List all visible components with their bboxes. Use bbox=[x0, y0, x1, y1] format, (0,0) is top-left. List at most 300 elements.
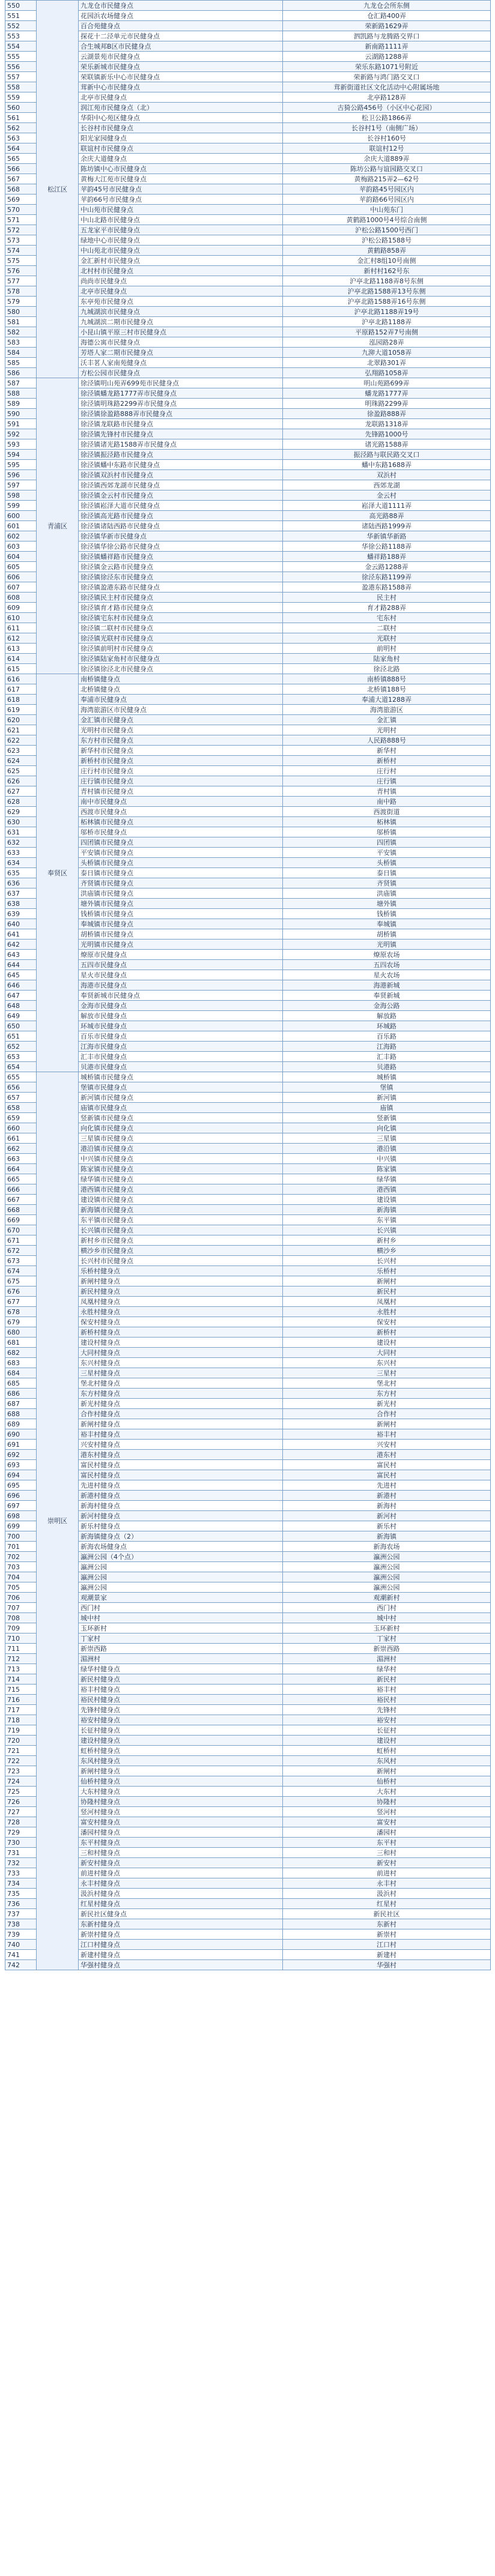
fitness-point-name: 富民村健身点 bbox=[79, 1460, 283, 1470]
fitness-point-name: 港沿镇市民健身点 bbox=[79, 1144, 283, 1154]
fitness-point-address: 新海镇 bbox=[283, 1205, 491, 1215]
fitness-point-name: 建设村健身点 bbox=[79, 1338, 283, 1348]
fitness-point-address: 海港新城 bbox=[283, 980, 491, 991]
table-row bbox=[5, 1582, 491, 1593]
fitness-point-address: 竖新镇 bbox=[283, 1113, 491, 1123]
table-row bbox=[5, 1001, 491, 1011]
fitness-point-name: 凤凰村健身点 bbox=[79, 1297, 283, 1307]
row-number: 610 bbox=[5, 613, 37, 623]
table-row bbox=[5, 1093, 491, 1103]
fitness-point-name: 余庆大道健身点 bbox=[79, 154, 283, 164]
fitness-point-name: 徐泾镇育才路市民健身点 bbox=[79, 603, 283, 613]
fitness-point-address: 大同村 bbox=[283, 1348, 491, 1358]
fitness-point-name: 新建村健身点 bbox=[79, 1950, 283, 1960]
fitness-point-name: 百合苑健身点 bbox=[79, 21, 283, 31]
table-row bbox=[5, 1123, 491, 1133]
fitness-point-name: 裕民村健身点 bbox=[79, 1695, 283, 1705]
row-number: 624 bbox=[5, 756, 37, 766]
table-row bbox=[5, 123, 491, 133]
table-body bbox=[5, 1, 491, 1970]
fitness-point-name: 徐泾镇盈港东路市民健身点 bbox=[79, 582, 283, 593]
row-number: 692 bbox=[5, 1450, 37, 1460]
row-number: 629 bbox=[5, 807, 37, 817]
fitness-point-address: 蟠祥路188弄 bbox=[283, 552, 491, 562]
fitness-point-name: 徐泾镇华徐公路市民健身点 bbox=[79, 541, 283, 552]
fitness-point-address: 金汇镇 bbox=[283, 715, 491, 725]
fitness-point-address: 徐盈路888弄 bbox=[283, 409, 491, 419]
fitness-point-name: 黄梅大江苑市民健身点 bbox=[79, 174, 283, 184]
fitness-point-address: 邬桥镇 bbox=[283, 827, 491, 837]
fitness-point-address: 新南路1111弄 bbox=[283, 41, 491, 52]
table-row bbox=[5, 1878, 491, 1889]
row-number: 695 bbox=[5, 1480, 37, 1491]
fitness-point-address: 古猗公路456号（小区中心花园） bbox=[283, 103, 491, 113]
row-number: 587 bbox=[5, 378, 37, 388]
row-number: 662 bbox=[5, 1144, 37, 1154]
fitness-point-address: 新建村 bbox=[283, 1950, 491, 1960]
fitness-point-address: 振泾路与联民路交叉口 bbox=[283, 450, 491, 460]
table-row bbox=[5, 1021, 491, 1031]
fitness-point-name: 新闸村健身点 bbox=[79, 1766, 283, 1776]
fitness-point-name: 探花十二泾单元市民健身点 bbox=[79, 31, 283, 41]
fitness-point-name: 新光村健身点 bbox=[79, 1399, 283, 1409]
table-row bbox=[5, 419, 491, 429]
fitness-point-address: 大东村 bbox=[283, 1787, 491, 1797]
fitness-point-name: 新崇村健身点 bbox=[79, 1929, 283, 1940]
row-number: 637 bbox=[5, 888, 37, 899]
table-row bbox=[5, 909, 491, 919]
fitness-point-address: 黄鹤路858弄 bbox=[283, 246, 491, 256]
table-row bbox=[5, 1725, 491, 1736]
row-number: 613 bbox=[5, 644, 37, 654]
table-row bbox=[5, 1817, 491, 1827]
row-number: 570 bbox=[5, 205, 37, 215]
table-row bbox=[5, 41, 491, 52]
fitness-point-name: 徐泾镇民主村市民健身点 bbox=[79, 593, 283, 603]
table-row bbox=[5, 797, 491, 807]
table-row bbox=[5, 878, 491, 888]
fitness-point-address: 长谷村1号（南侧广场） bbox=[283, 123, 491, 133]
fitness-point-name: 北桥镇健身点 bbox=[79, 684, 283, 695]
row-number: 670 bbox=[5, 1225, 37, 1235]
row-number: 736 bbox=[5, 1899, 37, 1909]
row-number: 691 bbox=[5, 1440, 37, 1450]
fitness-point-name: 海港市民健身点 bbox=[79, 980, 283, 991]
fitness-point-name: 堡镇市民健身点 bbox=[79, 1082, 283, 1093]
table-row bbox=[5, 1480, 491, 1491]
fitness-point-address: 先锋村 bbox=[283, 1705, 491, 1715]
fitness-point-address: 瀛洲公园 bbox=[283, 1562, 491, 1572]
fitness-point-name: 徐泾镇蟠中东路市民健身点 bbox=[79, 460, 283, 470]
table-row bbox=[5, 225, 491, 235]
fitness-point-name: 兴安村健身点 bbox=[79, 1440, 283, 1450]
row-number: 648 bbox=[5, 1001, 37, 1011]
row-number: 653 bbox=[5, 1052, 37, 1062]
fitness-point-address: 庄行镇 bbox=[283, 776, 491, 786]
row-number: 711 bbox=[5, 1644, 37, 1654]
fitness-point-address: 长谷村160号 bbox=[283, 133, 491, 143]
row-number: 734 bbox=[5, 1878, 37, 1889]
table-row bbox=[5, 766, 491, 776]
fitness-point-name: 北亭市民健身点 bbox=[79, 92, 283, 103]
row-number: 578 bbox=[5, 286, 37, 297]
table-row bbox=[5, 654, 491, 664]
fitness-point-address: 汲浜村 bbox=[283, 1889, 491, 1899]
fitness-point-name: 富民村健身点 bbox=[79, 1470, 283, 1480]
fitness-point-name: 新河镇市民健身点 bbox=[79, 1093, 283, 1103]
table-row bbox=[5, 562, 491, 572]
table-row bbox=[5, 725, 491, 735]
fitness-point-name: 徐泾镇光联村市民健身点 bbox=[79, 633, 283, 644]
fitness-point-name: 建设村健身点 bbox=[79, 1736, 283, 1746]
row-number: 722 bbox=[5, 1756, 37, 1766]
row-number: 563 bbox=[5, 133, 37, 143]
row-number: 550 bbox=[5, 1, 37, 11]
row-number: 574 bbox=[5, 246, 37, 256]
fitness-point-address: 新海农场 bbox=[283, 1542, 491, 1552]
table-row bbox=[5, 450, 491, 460]
fitness-point-address: 堡镇 bbox=[283, 1082, 491, 1093]
fitness-point-address: 丁家村 bbox=[283, 1633, 491, 1644]
fitness-point-address: 裕丰村 bbox=[283, 1429, 491, 1440]
fitness-point-name: 新海镇健身点（2） bbox=[79, 1531, 283, 1542]
row-number: 621 bbox=[5, 725, 37, 735]
fitness-point-address: 东平镇 bbox=[283, 1215, 491, 1225]
fitness-point-name: 徐泾镇振泾路市民健身点 bbox=[79, 450, 283, 460]
row-number: 697 bbox=[5, 1501, 37, 1511]
fitness-point-name: 齐贤镇市民健身点 bbox=[79, 878, 283, 888]
fitness-point-name: 新桥村市民健身点 bbox=[79, 756, 283, 766]
fitness-point-address: 蟠中东路1688弄 bbox=[283, 460, 491, 470]
fitness-point-name: 燎原市民健身点 bbox=[79, 950, 283, 960]
fitness-point-address: 新华村 bbox=[283, 746, 491, 756]
row-number: 639 bbox=[5, 909, 37, 919]
table-row bbox=[5, 1, 491, 11]
row-number: 659 bbox=[5, 1113, 37, 1123]
row-number: 663 bbox=[5, 1154, 37, 1164]
row-number: 625 bbox=[5, 766, 37, 776]
row-number: 705 bbox=[5, 1582, 37, 1593]
fitness-point-address: 苹韵路45号园区内 bbox=[283, 184, 491, 195]
row-number: 661 bbox=[5, 1133, 37, 1144]
fitness-point-name: 徐泾镇金云路市民健身点 bbox=[79, 562, 283, 572]
row-number: 619 bbox=[5, 705, 37, 715]
row-number: 701 bbox=[5, 1542, 37, 1552]
row-number: 668 bbox=[5, 1205, 37, 1215]
table-row bbox=[5, 1685, 491, 1695]
fitness-point-address: 建设村 bbox=[283, 1736, 491, 1746]
fitness-point-address: 乐桥村 bbox=[283, 1266, 491, 1276]
fitness-point-address: 新民村 bbox=[283, 1674, 491, 1685]
row-number: 712 bbox=[5, 1654, 37, 1664]
fitness-point-name: 长谷村市民健身点 bbox=[79, 123, 283, 133]
fitness-point-name: 钱桥镇市民健身点 bbox=[79, 909, 283, 919]
row-number: 694 bbox=[5, 1470, 37, 1480]
fitness-point-address: 泗凯路与龙腾路交界口 bbox=[283, 31, 491, 41]
fitness-point-name: 四团镇市民健身点 bbox=[79, 837, 283, 848]
row-number: 666 bbox=[5, 1184, 37, 1195]
table-row bbox=[5, 1674, 491, 1685]
row-number: 720 bbox=[5, 1736, 37, 1746]
fitness-point-name: 荣联镇新乐中心市民健身点 bbox=[79, 72, 283, 82]
table-row bbox=[5, 1552, 491, 1562]
fitness-point-address: 沪亭北路1188弄 bbox=[283, 317, 491, 327]
table-row bbox=[5, 297, 491, 307]
table-row bbox=[5, 286, 491, 297]
fitness-point-name: 红星村健身点 bbox=[79, 1899, 283, 1909]
fitness-point-name: 徐泾镇宅东村市民健身点 bbox=[79, 613, 283, 623]
fitness-point-address: 长征村 bbox=[283, 1725, 491, 1736]
table-row bbox=[5, 817, 491, 827]
fitness-point-address: 长兴镇 bbox=[283, 1225, 491, 1235]
fitness-point-address: 余庆大道889弄 bbox=[283, 154, 491, 164]
fitness-point-address: 金云村 bbox=[283, 490, 491, 501]
table-row bbox=[5, 1603, 491, 1613]
fitness-point-name: 仙桥村健身点 bbox=[79, 1776, 283, 1787]
table-row bbox=[5, 1776, 491, 1787]
fitness-point-address: 红星村 bbox=[283, 1899, 491, 1909]
table-row bbox=[5, 1827, 491, 1838]
row-number: 708 bbox=[5, 1613, 37, 1623]
fitness-point-name: 徐泾镇蟠龙路1777弄市民健身点 bbox=[79, 388, 283, 399]
row-number: 716 bbox=[5, 1695, 37, 1705]
fitness-point-address: 龙联路1318弄 bbox=[283, 419, 491, 429]
row-number: 678 bbox=[5, 1307, 37, 1317]
fitness-point-name: 九城湖滨市民健身点 bbox=[79, 307, 283, 317]
row-number: 583 bbox=[5, 337, 37, 348]
table-row bbox=[5, 1807, 491, 1817]
table-row bbox=[5, 358, 491, 368]
fitness-point-table bbox=[5, 0, 491, 1970]
row-number: 731 bbox=[5, 1848, 37, 1858]
fitness-point-name: 永胜村健身点 bbox=[79, 1307, 283, 1317]
fitness-point-address: 新崇西路 bbox=[283, 1644, 491, 1654]
fitness-point-address: 绿华村 bbox=[283, 1664, 491, 1674]
table-row bbox=[5, 1276, 491, 1286]
table-row bbox=[5, 460, 491, 470]
table-row bbox=[5, 256, 491, 266]
fitness-point-address: 百乐路 bbox=[283, 1031, 491, 1042]
fitness-point-address: 东兴村 bbox=[283, 1358, 491, 1368]
row-number: 565 bbox=[5, 154, 37, 164]
fitness-point-name: 塘外镇市民健身点 bbox=[79, 899, 283, 909]
row-number: 596 bbox=[5, 470, 37, 480]
table-row bbox=[5, 501, 491, 511]
table-row bbox=[5, 980, 491, 991]
table-row bbox=[5, 929, 491, 940]
row-number: 686 bbox=[5, 1389, 37, 1399]
table-row bbox=[5, 1940, 491, 1950]
table-row bbox=[5, 1736, 491, 1746]
fitness-point-address: 裕丰村 bbox=[283, 1685, 491, 1695]
table-row bbox=[5, 11, 491, 21]
fitness-point-name: 庄行镇市民健身点 bbox=[79, 776, 283, 786]
fitness-point-address: 弘翔路1058弄 bbox=[283, 368, 491, 378]
fitness-point-name: 西门村 bbox=[79, 1603, 283, 1613]
fitness-point-address: 荣新路与鸿门路交叉口 bbox=[283, 72, 491, 82]
fitness-point-name: 尚尚市民健身点 bbox=[79, 276, 283, 286]
row-number: 594 bbox=[5, 450, 37, 460]
fitness-point-name: 徐泾镇诸光路1588弄市民健身点 bbox=[79, 439, 283, 450]
table-row bbox=[5, 1613, 491, 1623]
row-number: 730 bbox=[5, 1838, 37, 1848]
fitness-point-name: 前进村健身点 bbox=[79, 1868, 283, 1878]
fitness-point-name: 永丰村健身点 bbox=[79, 1878, 283, 1889]
table-row bbox=[5, 1368, 491, 1378]
fitness-point-name: 港东村健身点 bbox=[79, 1450, 283, 1460]
fitness-point-address: 宅东村 bbox=[283, 613, 491, 623]
table-row bbox=[5, 735, 491, 746]
table-row bbox=[5, 1062, 491, 1072]
table-row bbox=[5, 1848, 491, 1858]
fitness-point-address: 诸光路1588弄 bbox=[283, 439, 491, 450]
fitness-point-name: 泰日镇市民健身点 bbox=[79, 868, 283, 878]
district-cell: 奉贤区 bbox=[37, 674, 79, 1072]
table-row bbox=[5, 439, 491, 450]
row-number: 568 bbox=[5, 184, 37, 195]
fitness-point-address: 海湾旅游区 bbox=[283, 705, 491, 715]
fitness-point-address: 三和村 bbox=[283, 1848, 491, 1858]
fitness-point-name: 联谊村市民健身点 bbox=[79, 143, 283, 154]
row-number: 592 bbox=[5, 429, 37, 439]
row-number: 681 bbox=[5, 1338, 37, 1348]
fitness-point-address: 沪亭北路1188弄19号 bbox=[283, 307, 491, 317]
fitness-point-address: 金海公路 bbox=[283, 1001, 491, 1011]
row-number: 738 bbox=[5, 1919, 37, 1929]
row-number: 591 bbox=[5, 419, 37, 429]
fitness-point-address: 沪亭北路1588弄13号东侧 bbox=[283, 286, 491, 297]
fitness-point-address: 诸陆西路1999弄 bbox=[283, 521, 491, 531]
fitness-point-name: 邬桥市民健身点 bbox=[79, 827, 283, 837]
fitness-point-address: 东新村 bbox=[283, 1919, 491, 1929]
fitness-point-name: 徐泾镇前明村市民健身点 bbox=[79, 644, 283, 654]
fitness-point-name: 南中市民健身点 bbox=[79, 797, 283, 807]
table-row bbox=[5, 1470, 491, 1480]
fitness-point-name: 庄行村市民健身点 bbox=[79, 766, 283, 776]
table-row bbox=[5, 1338, 491, 1348]
table-row bbox=[5, 1960, 491, 1970]
fitness-point-name: 新华村市民健身点 bbox=[79, 746, 283, 756]
fitness-point-name: 裕丰村健身点 bbox=[79, 1685, 283, 1695]
table-row bbox=[5, 276, 491, 286]
fitness-point-address: 徐泾北路 bbox=[283, 664, 491, 674]
fitness-point-address: 兴安村 bbox=[283, 1440, 491, 1450]
fitness-point-name: 绿华村健身点 bbox=[79, 1664, 283, 1674]
table-row bbox=[5, 1838, 491, 1848]
fitness-point-name: 光明镇市民健身点 bbox=[79, 940, 283, 950]
fitness-point-name: 芳塔人家二期市民健身点 bbox=[79, 348, 283, 358]
table-row bbox=[5, 409, 491, 419]
table-row bbox=[5, 786, 491, 797]
fitness-point-name: 玉环新村 bbox=[79, 1623, 283, 1633]
fitness-point-address: 徐泾东路1199弄 bbox=[283, 572, 491, 582]
fitness-point-name: 苹韵45号市民健身点 bbox=[79, 184, 283, 195]
table-row bbox=[5, 470, 491, 480]
fitness-point-name: 港西镇市民健身点 bbox=[79, 1184, 283, 1195]
table-row bbox=[5, 1399, 491, 1409]
fitness-point-name: 绿华镇市民健身点 bbox=[79, 1174, 283, 1184]
fitness-point-name: 徐泾镇蟠祥路市民健身点 bbox=[79, 552, 283, 562]
table-row bbox=[5, 1715, 491, 1725]
fitness-point-name: 横沙乡市民健身点 bbox=[79, 1246, 283, 1256]
fitness-point-address: 竖河村 bbox=[283, 1807, 491, 1817]
fitness-point-name: 奉浦市民健身点 bbox=[79, 695, 283, 705]
table-row bbox=[5, 1766, 491, 1776]
table-row bbox=[5, 429, 491, 439]
row-number: 633 bbox=[5, 848, 37, 858]
fitness-point-name: 金汇镇市民健身点 bbox=[79, 715, 283, 725]
row-number: 588 bbox=[5, 388, 37, 399]
row-number: 644 bbox=[5, 960, 37, 970]
row-number: 589 bbox=[5, 399, 37, 409]
table-row bbox=[5, 388, 491, 399]
fitness-point-address: 城中村 bbox=[283, 1613, 491, 1623]
row-number: 630 bbox=[5, 817, 37, 827]
fitness-point-address: 虹桥村 bbox=[283, 1746, 491, 1756]
table-row bbox=[5, 266, 491, 276]
fitness-point-address: 凤凰村 bbox=[283, 1297, 491, 1307]
table-row bbox=[5, 1572, 491, 1582]
fitness-point-address: 瀛洲公园 bbox=[283, 1582, 491, 1593]
table-row bbox=[5, 1929, 491, 1940]
row-number: 645 bbox=[5, 970, 37, 980]
row-number: 719 bbox=[5, 1725, 37, 1736]
fitness-point-name: 九城湖滨二期市民健身点 bbox=[79, 317, 283, 327]
row-number: 562 bbox=[5, 123, 37, 133]
row-number: 733 bbox=[5, 1868, 37, 1878]
table-row bbox=[5, 664, 491, 674]
row-number: 603 bbox=[5, 541, 37, 552]
table-row bbox=[5, 113, 491, 123]
fitness-point-name: 茸新中心市民健身点 bbox=[79, 82, 283, 92]
fitness-point-address: 新民村 bbox=[283, 1286, 491, 1297]
fitness-point-address: 五四农场 bbox=[283, 960, 491, 970]
fitness-point-name: 长兴镇市民健身点 bbox=[79, 1225, 283, 1235]
table-row bbox=[5, 21, 491, 31]
fitness-point-address: 新闸村 bbox=[283, 1419, 491, 1429]
row-number: 742 bbox=[5, 1960, 37, 1970]
fitness-point-address: 黄鹤路1000号4号综合南侧 bbox=[283, 215, 491, 225]
row-number: 572 bbox=[5, 225, 37, 235]
table-row bbox=[5, 1868, 491, 1878]
fitness-point-name: 海德公寓市民健身点 bbox=[79, 337, 283, 348]
fitness-point-name: 徐泾镇西郊龙湖市民健身点 bbox=[79, 480, 283, 490]
fitness-point-address: 仙桥村 bbox=[283, 1776, 491, 1787]
fitness-point-name: 华阳中心苑区健身点 bbox=[79, 113, 283, 123]
table-row bbox=[5, 582, 491, 593]
fitness-point-address: 南桥镇888号 bbox=[283, 674, 491, 684]
district-cell: 崇明区 bbox=[37, 1072, 79, 1970]
fitness-point-name: 方松公园市民健身点 bbox=[79, 368, 283, 378]
row-number: 576 bbox=[5, 266, 37, 276]
fitness-point-address: 庙镇 bbox=[283, 1103, 491, 1113]
fitness-point-name: 裕丰村健身点 bbox=[79, 1429, 283, 1440]
fitness-point-address: 新海镇 bbox=[283, 1531, 491, 1542]
row-number: 650 bbox=[5, 1021, 37, 1031]
fitness-point-name: 瀛洲公园 bbox=[79, 1572, 283, 1582]
fitness-point-address: 南中路 bbox=[283, 797, 491, 807]
fitness-point-name: 南桥镇健身点 bbox=[79, 674, 283, 684]
table-row bbox=[5, 950, 491, 960]
row-number: 631 bbox=[5, 827, 37, 837]
fitness-point-address: 瀛洲公园 bbox=[283, 1552, 491, 1562]
row-number: 706 bbox=[5, 1593, 37, 1603]
fitness-point-name: 花园浜农场健身点 bbox=[79, 11, 283, 21]
fitness-point-address: 燎原农场 bbox=[283, 950, 491, 960]
fitness-point-address: 北亭路128弄 bbox=[283, 92, 491, 103]
fitness-point-name: 长兴村市民健身点 bbox=[79, 1256, 283, 1266]
fitness-point-name: 湄洲村 bbox=[79, 1654, 283, 1664]
